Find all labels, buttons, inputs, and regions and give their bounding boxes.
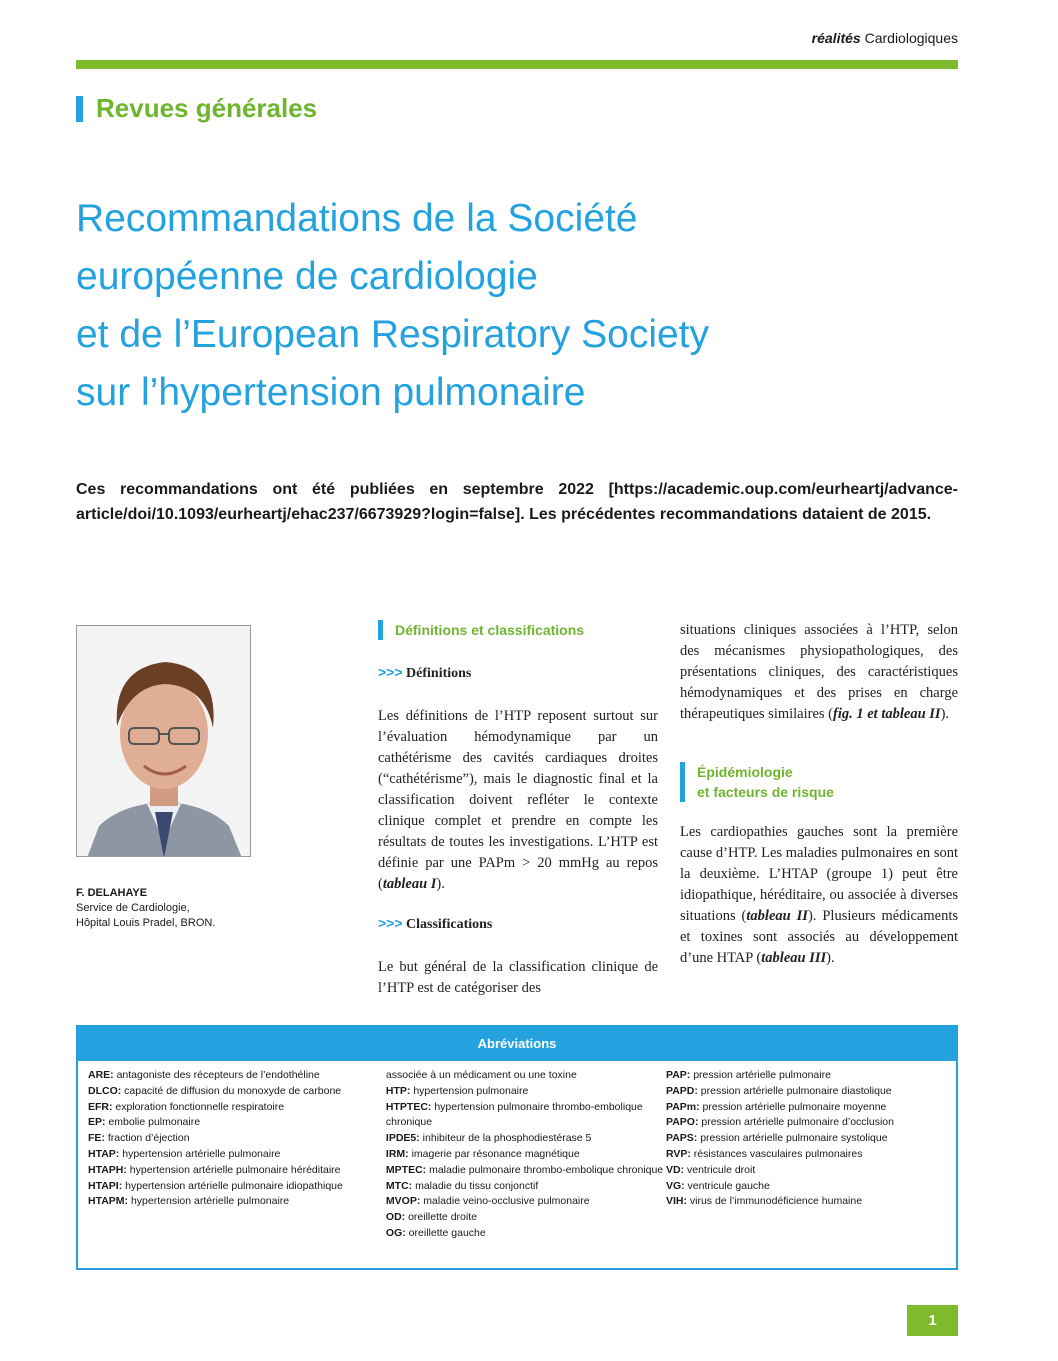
- abbr-item: PAPO: pression artérielle pulmonaire d’occlusion: [665, 1116, 894, 1129]
- table-ref: tableau III: [761, 950, 827, 966]
- abbr-item: VIH: virus de l’immunodéficience humaine: [665, 1195, 863, 1208]
- author-block: [76, 886, 215, 931]
- abbr-item: PAP: pression artérielle pulmonaire: [665, 1069, 831, 1081]
- journal-name: Cardiologiques: [864, 30, 958, 46]
- abbr-item: HTP: hypertension pulmonaire: [385, 1084, 529, 1097]
- journal-brand: réalités: [811, 30, 861, 46]
- heading-definitions-classifications: [378, 620, 658, 640]
- abbr-item: PAPm: pression artérielle pulmonaire moyenne: [665, 1100, 887, 1113]
- abbr-item: OG: oreillette gauche: [385, 1226, 486, 1239]
- abbreviations-column-3: [666, 1068, 946, 1242]
- subheading-label: Classifications: [406, 917, 493, 932]
- abbreviations-title: Abréviations: [78, 1027, 956, 1061]
- journal-header: [812, 30, 958, 46]
- abbr-item: EP: embolie pulmonaire: [88, 1116, 201, 1129]
- abbr-item: RVP: résistances vasculaires pulmonaires: [665, 1147, 863, 1160]
- heading-label: [697, 762, 834, 802]
- abbr-item: OD: oreillette droite: [385, 1211, 477, 1224]
- title-line: et de l’European Respiratory Society: [76, 313, 710, 356]
- top-rule: [76, 60, 958, 69]
- paragraph-classifications: Le but général de la classification clinique de l’HTP est de catégoriser des: [378, 959, 658, 996]
- table-ref: tableau I: [382, 876, 437, 892]
- section-label: [76, 93, 317, 124]
- author-affiliation-2: Hôpital Louis Pradel, BRON.: [76, 917, 216, 929]
- abbr-item: DLCO: capacité de diffusion du monoxyde de carbone: [88, 1084, 342, 1097]
- abbr-item: FE: fraction d’éjection: [88, 1132, 190, 1145]
- abbr-item: HTAPM: hypertension artérielle pulmonaire: [88, 1195, 290, 1208]
- text-column-2: [680, 620, 958, 969]
- heading-bar: [378, 620, 383, 640]
- abbr-item: IPDE5: inhibiteur de la phosphodiestérase 5: [385, 1132, 592, 1145]
- author-photo: [76, 625, 251, 857]
- abbr-item: VD: ventricule droit: [665, 1163, 756, 1176]
- abbr-item: IRM: imagerie par résonance magnétique: [385, 1147, 580, 1160]
- abbr-item: ARE: antagoniste des récepteurs de l’endothéline: [88, 1069, 320, 1081]
- abbr-item: MPTEC: maladie pulmonaire thrombo-embolique chronique: [385, 1163, 664, 1176]
- article-title: [76, 190, 956, 422]
- abbreviations-column-1: [88, 1068, 386, 1242]
- heading-label: Définitions et classifications: [395, 622, 585, 638]
- paragraph-epidemiologie: [680, 822, 958, 969]
- page-number: 1: [907, 1305, 958, 1336]
- heading-epidemiologie: [680, 762, 958, 802]
- author-affiliation-1: Service de Cardiologie,: [76, 902, 190, 914]
- abbr-item: VG: ventricule gauche: [665, 1179, 770, 1192]
- abbreviations-column-2: [386, 1068, 666, 1242]
- abbr-item: EFR: exploration fonctionnelle respiratoire: [88, 1100, 285, 1113]
- text: Les cardiopathies gauches sont la première cause d’HTP. Les maladies pulmonaires en sont la deuxième. L’HTAP (groupe 1) peut être idiopathique, héréditaire, ou associée à diverses situations (: [680, 824, 958, 924]
- table-ref: tableau II: [746, 908, 808, 924]
- heading-line: et facteurs de risque: [697, 784, 834, 800]
- arrows-marker: >>>: [378, 664, 403, 680]
- text: ). Plusieurs médicaments et toxines sont associés au développement d’une HTAP (: [680, 908, 959, 966]
- abbr-item: associée à un médicament ou une toxine: [385, 1069, 577, 1081]
- intro-paragraph: Ces recommandations ont été publiées en septembre 2022 [https://academic.oup.com/eurheartj/advance-article/doi/10.1093/eurheartj/ehac237/6673929?login=false]. Les précédentes recommandations dataient de 2015.: [76, 481, 958, 523]
- heading-line: Épidémiologie: [697, 764, 793, 780]
- abbr-item: HTAPH: hypertension artérielle pulmonaire héréditaire: [88, 1163, 341, 1176]
- heading-bar: [680, 762, 685, 802]
- abbr-item: PAPD: pression artérielle pulmonaire diastolique: [665, 1084, 892, 1097]
- subheading-label: Définitions: [406, 666, 472, 681]
- title-line: européenne de cardiologie: [76, 255, 538, 298]
- abbr-item: PAPS: pression artérielle pulmonaire systolique: [665, 1132, 888, 1145]
- abbreviations-box: [76, 1025, 958, 1270]
- subheading-definitions: [378, 662, 658, 684]
- author-portrait-image: [77, 626, 251, 857]
- paragraph-classifications-cont: [680, 620, 958, 725]
- text: Les définitions de l’HTP reposent surtout sur l’évaluation hémodynamique par un cathétérisme des cavités cardiaques droites (“cathétérisme”), mais le diagnostic final et la classification doivent refléter le contexte clinique complet et prendre en compte les résultats de toutes les investigations. L’HTP est définie par une PAPm > 20 mmHg au repos (: [378, 708, 658, 892]
- paragraph-definitions: [378, 706, 658, 895]
- author-name: F. DELAHAYE: [76, 887, 148, 899]
- text-column-1: [378, 620, 658, 999]
- abbr-item: HTAPI: hypertension artérielle pulmonaire idiopathique: [88, 1179, 343, 1192]
- section-bar: [76, 96, 83, 122]
- title-line: sur l’hypertension pulmonaire: [76, 371, 586, 414]
- abbr-item: HTAP: hypertension artérielle pulmonaire: [88, 1147, 281, 1160]
- figure-ref: fig. 1 et tableau II: [833, 706, 941, 722]
- title-line: Recommandations de la Société: [76, 197, 638, 240]
- subheading-classifications: [378, 913, 658, 935]
- abbr-item: MTC: maladie du tissu conjonctif: [385, 1179, 539, 1192]
- arrows-marker: >>>: [378, 915, 403, 931]
- abbr-item: MVOP: maladie veino-occlusive pulmonaire: [385, 1195, 590, 1208]
- text: situations cliniques associées à l’HTP, selon des mécanismes physiopathologiques, des présentations cliniques, des caractéristiques hémodynamiques et des prises en charge thérapeutiques similaires (: [680, 622, 958, 722]
- text: ).: [940, 706, 950, 722]
- section-title: Revues générales: [96, 93, 318, 123]
- text: ).: [436, 876, 445, 892]
- text: ).: [826, 950, 835, 966]
- abbr-item: HTPTEC: hypertension pulmonaire thrombo-embolique chronique: [385, 1100, 643, 1129]
